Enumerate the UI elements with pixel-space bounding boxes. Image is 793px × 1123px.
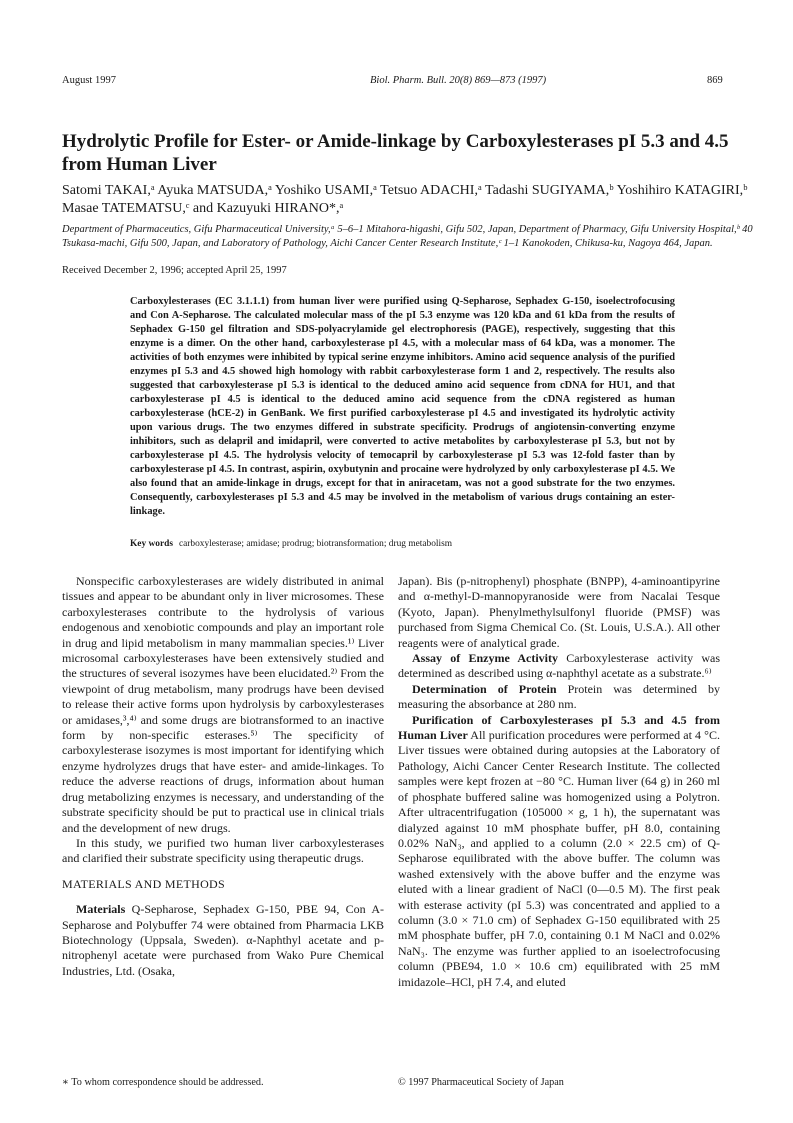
section-heading-methods: MATERIALS AND METHODS [62, 876, 225, 891]
protein-text: Protein was determined by measuring the absorbance at 280 nm. [398, 681, 720, 712]
affiliations: Department of Pharmaceutics, Gifu Pharmaceutical University,ᵃ 5–6–1 Mitahora-higashi, Gifu 502, Japan, Department of Pharmacy, Gifu University Hospital,ᵇ 40 Tsukasa-machi, Gifu 500, Japan, and Laboratory of Pathology, Aichi Cancer Center Research Institute,ᶜ 1–1 Kanokoden, Chikusa-ku, Nagoya 464, Japan. [62, 224, 753, 249]
materials-continued: Japan). Bis (p-nitrophenyl) phosphate (BNPP), 4-aminoantipyrine and α-methyl-D-mannopyranoside were from Nacalai Tesque (Kyoto, Japan). Phenylmethylsulfonyl fluoride (PMSF) was purchased from Sigma Chemical Co. (St. Louis, U.S.A.). All other reagents were of analytical grade. [398, 574, 720, 650]
abstract: Carboxylesterases (EC 3.1.1.1) from human liver were purified using Q-Sepharose, Sephadex G-150, isoelectrofocusing and Con A-Sepharose. The calculated molecular mass of the pI 5.3 enzyme was 120 kDa and 61 kDa from the results of Sephadex G-150 gel filtration and SDS-polyacrylamide gel electrophoresis (PAGE), respectively, suggesting that this enzyme is a dimer. On the other hand, carboxylesterase pI 4.5, with a molecular mass of 64 kDa, was a monomer. The activities of both enzymes were inhibited by typical serine enzyme inhibitors. Amino acid sequence analysis of the purified enzymes pI 5.3 and 4.5 showed high homology with rabbit carboxylesterase form 1 and 2, respectively. The results also suggested that carboxylesterase pI 5.3 is identical to the deduced amino acid sequence from cDNA for HU1, and that carboxylesterase pI 4.5 is identical to the deduced amino acid sequence from the cDNA registered as human carboxylesterase (hCE-2) in GenBank. We first purified carboxylesterase pI 4.5 and investigated its hydrolytic activity upon various drugs. The two enzymes differed in substrate specificity. Prodrugs of angiotensin-converting enzyme inhibitors, such as delapril and imidapril, were converted to active metabolites by carboxylesterase pI 5.3, but not by carboxylesterase pI 4.5. The hydrolysis velocity of temocapril by carboxylesterase pI 5.3 was 12-fold faster than by carboxylesterase pI 4.5. In contrast, aspirin, oxybutynin and procaine were hydrolyzed by only carboxylesterase pI 4.5. We also found that an amide-linkage in drugs, except for that in aniracetam, was not a good substrate for the two enzymes. Consequently, carboxylesterases pI 5.3 and 4.5 may be involved in the metabolism of various drugs containing an ester-linkage. [130, 296, 675, 517]
keywords-text: carboxylesterase; amidase; prodrug; biotransformation; drug metabolism [178, 539, 453, 549]
protein-paragraph [398, 682, 720, 713]
purification-paragraph [398, 713, 720, 990]
materials-text: Q-Sepharose, Sephadex G-150, PBE 94, Con A-Sepharose and Polybuffer 74 were obtained from Pharmacia LKB Biotechnology (Uppsala, Sweden). α-Naphthyl acetate and p-nitrophenyl acetate were purchased from Wako Pure Chemical Industries, Ltd. (Osaka, [62, 902, 384, 978]
received-dates: Received December 2, 1996; accepted April 25, 1997 [62, 265, 287, 276]
header-date: August 1997 [62, 75, 116, 86]
protein-lead: Determination of Protein [412, 681, 557, 696]
left-column [62, 574, 384, 979]
assay-lead: Assay of Enzyme Activity [412, 651, 559, 666]
correspondence-footnote: ∗ To whom correspondence should be addressed. [62, 1077, 264, 1088]
keywords [130, 539, 690, 549]
purification-text: All purification procedures were performed at 4 °C. Liver tissues were obtained during autopsies at the Laboratory of Pathology, Aichi Cancer Center Research Institute. The collected samples were kept frozen at −80 °C. Human liver (64 g) in 260 ml of phosphate buffered saline was homogenized using a Polytron. After ultracentrifugation (105000 × g, 1 h), the supernatant was dialyzed against 10 mM phosphate buffer, pH 8.0, containing 0.02% NaN₃, and applied to a column (2.0 × 22.5 cm) of Q-Sepharose equilibrated with the above buffer. The column was washed extensively with the above buffer and the enzyme was eluted with a linear gradient of NaCl (0—0.5 M). The first peak with esterase activity (pI 5.3) was concentrated and applied to a column (3.0 × 71.0 cm) of Sephadex G-150 equilibrated with 25 mM phosphate buffer, pH 7.0, containing 0.1 M NaCl and 0.02% NaN₃. The enzyme was further applied to an isoelectrofocusing column (PBE94, 1.0 × 10.6 cm) equilibrated with 25 mM imidazole–HCl, pH 7.4, and eluted [398, 728, 720, 989]
copyright-notice: © 1997 Pharmaceutical Society of Japan [398, 1077, 564, 1088]
page-number: 869 [707, 75, 723, 86]
keywords-label: Key words [130, 539, 173, 549]
intro-paragraph-2: In this study, we purified two human liver carboxylesterases and clarified their substrate specificity using therapeutic drugs. [62, 835, 384, 866]
author-list: Satomi TAKAI,ᵃ Ayuka MATSUDA,ᵃ Yoshiko USAMI,ᵃ Tetsuo ADACHI,ᵃ Tadashi SUGIYAMA,ᵇ Yoshihiro KATAGIRI,ᵇ Masae TATEMATSU,ᶜ and Kazuyuki HIRANO*,ᵃ [62, 183, 748, 216]
paper-title: Hydrolytic Profile for Ester- or Amide-linkage by Carboxylesterases pI 5.3 and 4.5 from Human Liver [62, 131, 729, 175]
assay-text: Carboxylesterase activity was determined as described using α-naphthyl acetate as a substrate.⁶⁾ [398, 651, 720, 681]
purification-lead: Purification of Carboxylesterases pI 5.3 and 4.5 from Human Liver [398, 712, 720, 743]
intro-paragraph-1: Nonspecific carboxylesterases are widely distributed in animal tissues and appear to be abundant only in liver microsomes. These carboxylesterases contribute to the hydrolysis of various endogenous and xenobiotic compounds and play an important role in drug and lipid metabolism in many mammalian species.¹⁾ Liver microsomal carboxylesterases have been extensively studied and the structures of several isozymes have been elucidated.²⁾ From the viewpoint of drug metabolism, many prodrugs have been devised to release their active forms upon hydrolysis by carboxylesterases or amidases,³,⁴⁾ and some drugs are biotransformed to an inactive form by non-specific esterases.⁵⁾ The specificity of carboxylesterase isozymes is most important for identifying which enzyme hydrolyzes drugs that have ester- and amide-linkages. To reduce the adverse reactions of drugs, information about human drug metabolizing enzymes is necessary, and understanding of the substrate specificity should be put to practical use in clinical trials and the development of new drugs. [62, 574, 384, 835]
assay-paragraph [398, 651, 720, 682]
header-journal: Biol. Pharm. Bull. 20(8) 869—873 (1997) [370, 75, 547, 86]
right-column [398, 574, 720, 990]
materials-paragraph [62, 902, 384, 979]
materials-lead: Materials [76, 902, 126, 917]
